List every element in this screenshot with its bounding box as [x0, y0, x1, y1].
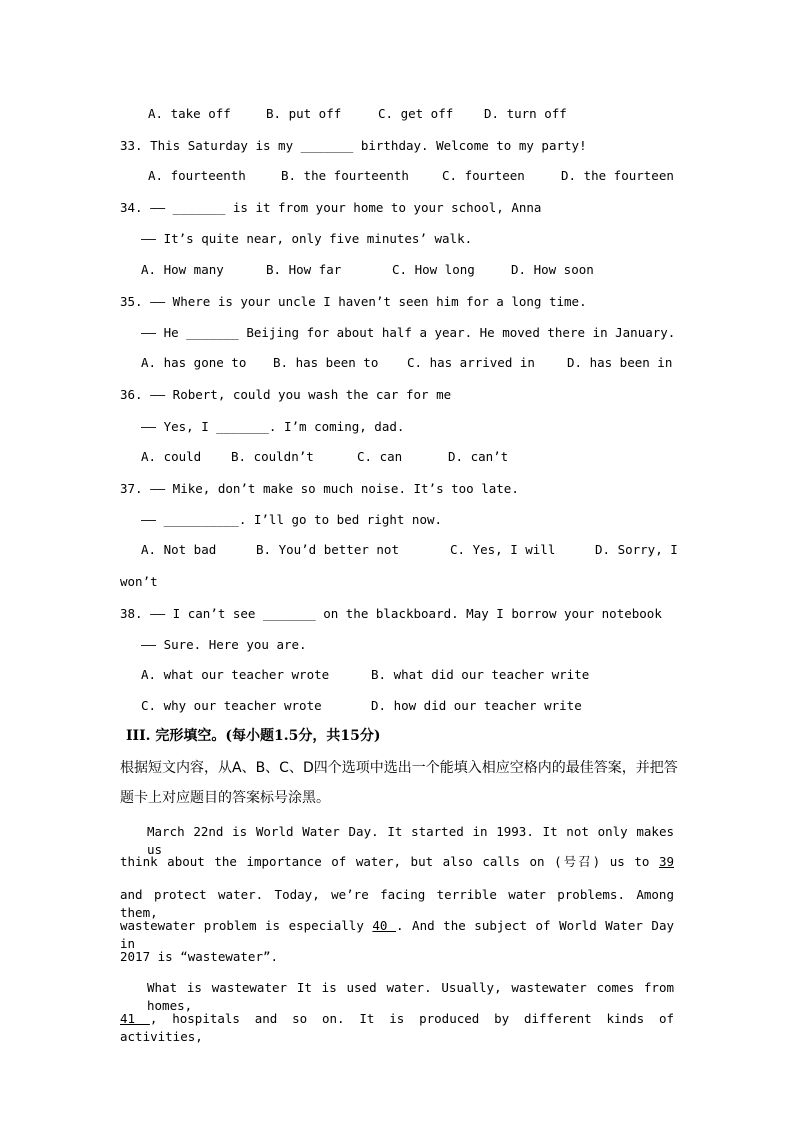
q37-stem: 37. —— Mike, don’t make so much noise. It’s too late.: [120, 481, 519, 496]
passage-p1-line4-end: . And the subject of World Water Day in: [120, 918, 674, 951]
q36-option-d: D. can’t: [448, 449, 509, 464]
q37-option-b: B. You’d better not: [256, 542, 399, 557]
q34-option-d: D. How soon: [511, 262, 594, 277]
q36-stem: 36. —— Robert, could you wash the car for me: [120, 387, 452, 402]
q33-option-d: D. the fourteen: [561, 168, 674, 183]
q32-option-a: A. take off: [148, 106, 231, 121]
q38-option-d: D. how did our teacher write: [371, 698, 582, 713]
q33-option-b: B. the fourteenth: [281, 168, 409, 183]
q36-reply: —— Yes, I _______. I’m coming, dad.: [141, 419, 405, 434]
q33-option-c: C. fourteen: [442, 168, 525, 183]
passage-p1-line5: 2017 is “wastewater”.: [120, 949, 279, 964]
passage-p1-line4-text: wastewater problem is especially: [120, 918, 364, 933]
q37-reply: —— __________. I’ll go to bed right now.: [141, 512, 443, 527]
q32-option-d: D. turn off: [484, 106, 567, 121]
q35-stem: 35. —— Where is your uncle I haven’t seen him for a long time.: [120, 294, 587, 309]
q35-option-b: B. has been to: [273, 355, 379, 370]
q38-reply: —— Sure. Here you are.: [141, 637, 307, 652]
q35-reply: —— He _______ Beijing for about half a year. He moved there in January.: [141, 325, 676, 340]
q34-option-a: A. How many: [141, 262, 224, 277]
q33-option-a: A. fourteenth: [148, 168, 246, 183]
passage-p1-line3: and protect water. Today, we’re facing terrible water problems. Among them,: [120, 887, 674, 920]
q36-option-c: C. can: [357, 449, 403, 464]
section-instruction-line2: 题卡上对应题目的答案标号涂黑。: [120, 790, 330, 806]
q34-option-b: B. How far: [266, 262, 342, 277]
q38-option-c: C. why our teacher wrote: [141, 698, 322, 713]
passage-p1-line2: [120, 853, 674, 871]
q38-option-b: B. what did our teacher write: [371, 667, 590, 682]
q37-option-d: D. Sorry, I: [595, 542, 678, 557]
q33-stem: 33. This Saturday is my _______ birthday. Welcome to my party!: [120, 138, 587, 153]
passage-p1-line1: March 22nd is World Water Day. It started in 1993. It not only makes us: [147, 824, 674, 857]
passage-p2-line2-text: , hospitals and so on. It is produced by different kinds of activities,: [120, 1011, 675, 1044]
section-instruction-line1: 根据短文内容，从A、B、C、D四个选项中选出一个能填入相应空格内的最佳答案，并把答: [120, 760, 678, 776]
section-heading: III. 完形填空。(每小题1.5分，共15分): [126, 728, 381, 744]
passage-p1-line2-text: think about the importance of water, but also calls on (号召) us to: [120, 854, 650, 869]
passage-p2-line1: What is wastewater It is used water. Usually, wastewater comes from homes,: [147, 980, 674, 1013]
passage-p2-line2: [120, 1010, 674, 1046]
q34-stem: 34. —— _______ is it from your home to your school, Anna: [120, 200, 542, 215]
blank-39: 39: [658, 854, 674, 869]
q35-option-a: A. has gone to: [141, 355, 247, 370]
q32-option-b: B. put off: [266, 106, 342, 121]
q32-option-c: C. get off: [378, 106, 454, 121]
blank-41: 41: [120, 1011, 150, 1026]
q35-option-c: C. has arrived in: [407, 355, 535, 370]
q34-reply: —— It’s quite near, only five minutes’ walk.: [141, 231, 473, 246]
q37-option-c: C. Yes, I will: [450, 542, 556, 557]
q36-option-b: B. couldn’t: [231, 449, 314, 464]
q38-stem: 38. —— I can’t see _______ on the blackboard. May I borrow your notebook: [120, 606, 662, 621]
q36-option-a: A. could: [141, 449, 202, 464]
q34-option-c: C. How long: [392, 262, 475, 277]
q37-option-a: A. Not bad: [141, 542, 217, 557]
q37-option-d-wrap: won’t: [120, 574, 158, 589]
q38-option-a: A. what our teacher wrote: [141, 667, 330, 682]
q35-option-d: D. has been in: [567, 355, 673, 370]
blank-40: 40: [372, 918, 396, 933]
